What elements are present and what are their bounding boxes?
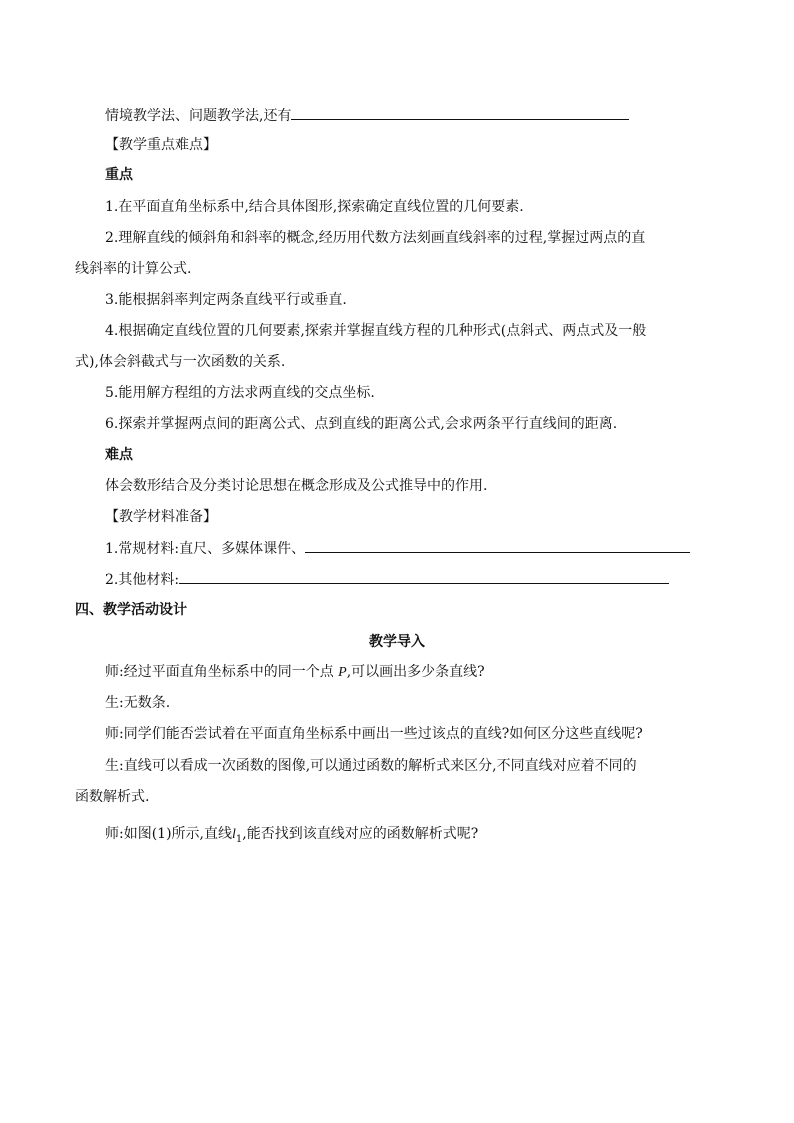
point-p-variable: P xyxy=(338,665,347,680)
fill-blank-materials-1[interactable] xyxy=(305,538,690,553)
heading-key-points: 重点 xyxy=(105,167,133,183)
heading-difficult-points: 难点 xyxy=(105,447,133,463)
dialogue-2: 生:无数条. xyxy=(105,695,171,711)
section-4-heading: 四、教学活动设计 xyxy=(75,602,187,618)
teaching-methods-text: 情境教学法、问题教学法,还有 xyxy=(105,108,292,124)
dialogue-5-pre: 师:如图(1)所示,直线 xyxy=(105,826,232,842)
dialogue-4-line-a: 生:直线可以看成一次函数的图像,可以通过函数的解析式来区分,不同直线对应着不同的 xyxy=(105,758,637,774)
teaching-methods-line xyxy=(105,105,629,126)
key-point-1: 1.在平面直角坐标系中,结合具体图形,探索确定直线位置的几何要素. xyxy=(105,199,524,215)
materials-1-text: 1.常规材料:直尺、多媒体课件、 xyxy=(105,541,306,557)
materials-line-1 xyxy=(105,538,690,559)
dialogue-3: 师:同学们能否尝试着在平面直角坐标系中画出一些过该点的直线?如何区分这些直线呢? xyxy=(105,726,643,742)
heading-materials: 【教学材料准备】 xyxy=(105,509,217,525)
dialogue-4-line-b: 函数解析式. xyxy=(75,789,150,805)
dialogue-5 xyxy=(105,824,478,850)
key-point-2-line-a: 2.理解直线的倾斜角和斜率的概念,经历用代数方法刻画直线斜率的过程,掌握过两点的直 xyxy=(105,230,646,246)
dialogue-1-pre: 师:经过平面直角坐标系中的同一个点 xyxy=(105,664,334,680)
key-point-3: 3.能根据斜率判定两条直线平行或垂直. xyxy=(105,292,347,308)
materials-line-2 xyxy=(105,569,669,590)
key-point-5: 5.能用解方程组的方法求两直线的交点坐标. xyxy=(105,385,375,401)
dialogue-1 xyxy=(105,662,485,683)
heading-key-difficult-points: 【教学重点难点】 xyxy=(105,137,217,153)
fill-blank-materials-2[interactable] xyxy=(179,569,669,584)
line-l-variable: l xyxy=(232,827,236,842)
key-point-4-line-b: 式),体会斜截式与一次函数的关系. xyxy=(75,354,286,370)
materials-2-text: 2.其他材料: xyxy=(105,572,180,588)
dialogue-1-post: ,可以画出多少条直线? xyxy=(346,664,485,680)
fill-blank-methods[interactable] xyxy=(291,105,629,120)
intro-title: 教学导入 xyxy=(369,634,425,650)
difficult-point-1: 体会数形结合及分类讨论思想在概念形成及公式推导中的作用. xyxy=(105,478,488,494)
key-point-6: 6.探索并掌握两点间的距离公式、点到直线的距离公式,会求两条平行直线间的距离. xyxy=(105,416,618,432)
dialogue-5-post: ,能否找到该直线对应的函数解析式呢? xyxy=(242,826,479,842)
line-l-subscript: 1 xyxy=(235,833,243,845)
key-point-4-line-a: 4.根据确定直线位置的几何要素,探索并掌握直线方程的几种形式(点斜式、两点式及一般 xyxy=(105,323,647,339)
key-point-2-line-b: 线斜率的计算公式. xyxy=(75,261,192,277)
